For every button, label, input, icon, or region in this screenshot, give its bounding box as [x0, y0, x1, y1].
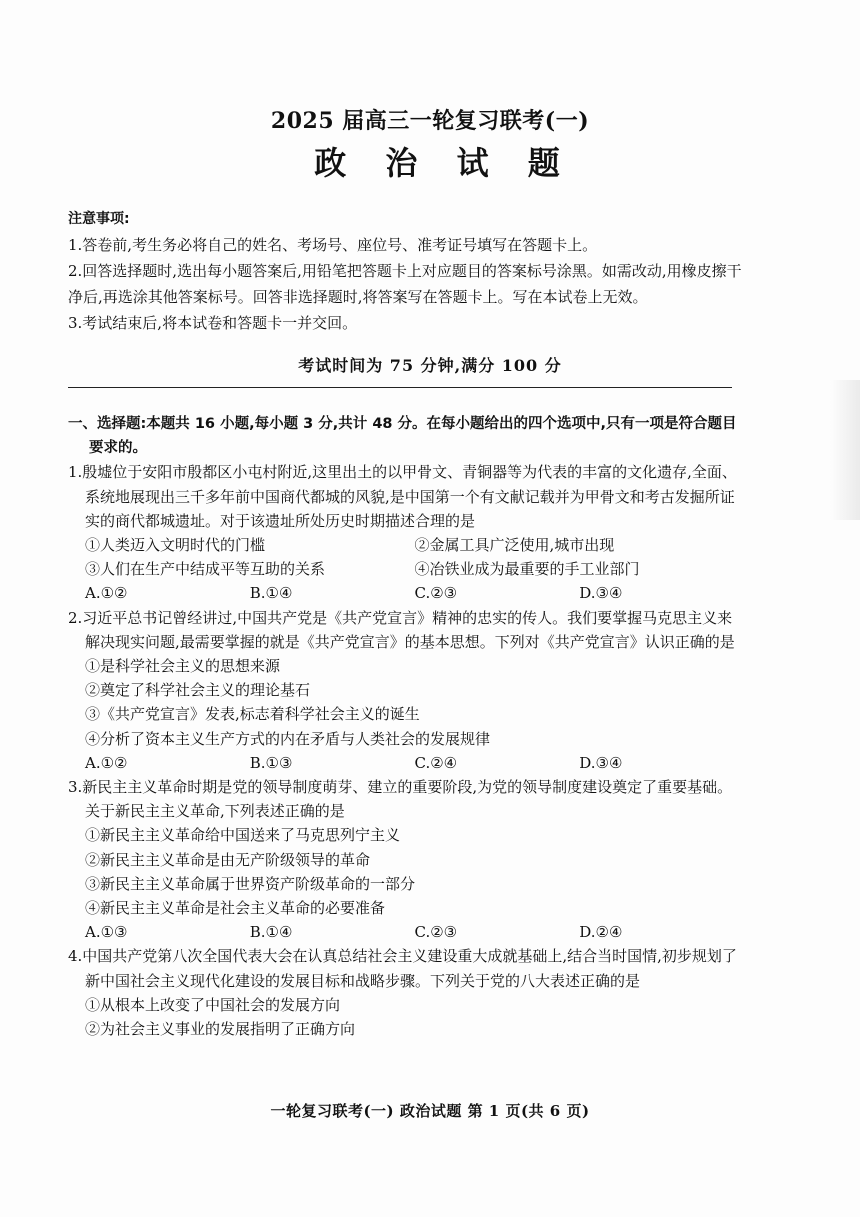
question-stem: 4.中国共产党第八次全国代表大会在认真总结社会主义建设重大成就基础上,结合当时国情,初步规划了新中国社会主义现代化建设的发展目标和战略步骤。下列关于党的八大表述正确的是 — [68, 947, 737, 990]
exam-title: 2025 届高三一轮复习联考(一) — [270, 108, 590, 134]
question-stem: 1.殷墟位于安阳市殷都区小屯村附近,这里出土的以甲骨文、青铜器等为代表的丰富的文化遗存,全面、系统地展现出三千多年前中国商代都城的风貌,是中国第一个有文献记载并为甲骨文和考古发掘所证实的商代都城遗址。对于该遗址所处历史时期描述合理的是 — [68, 463, 737, 530]
option-row — [68, 533, 744, 557]
exam-time-info: 考试时间为 75 分钟,满分 100 分 — [298, 356, 562, 375]
answer-choice-b: B.①③ — [249, 753, 293, 772]
answer-choices — [68, 920, 744, 944]
option-item: ②金属工具广泛使用,城市出现 — [414, 536, 615, 555]
option-item: ②为社会主义事业的发展指明了正确方向 — [85, 1020, 356, 1039]
question-stem: 2.习近平总书记曾经讲过,中国共产党是《共产党宣言》精神的忠实的传人。我们要掌握马克思主义来解决现实问题,最需要掌握的就是《共产党宣言》的基本思想。下列对《共产党宣言》认识正确的是 — [68, 608, 735, 651]
option-item: ④冶铁业成为最重要的手工业部门 — [414, 560, 640, 579]
option-item: ①新民主主义革命给中国送来了马克思列宁主义 — [85, 826, 401, 845]
answer-choice-c: C.②③ — [414, 584, 458, 603]
option-item: ③人们在生产中结成平等互助的关系 — [85, 560, 326, 579]
answer-choice-d: D.②④ — [579, 923, 623, 942]
questions-content — [68, 412, 744, 1041]
notes-item: 3.考试结束后,将本试卷和答题卡一并交回。 — [68, 314, 358, 332]
option-item: ③《共产党宣言》发表,标志着科学社会主义的诞生 — [85, 705, 420, 724]
page-edge-shadow — [830, 380, 860, 520]
option-item: ①从根本上改变了中国社会的发展方向 — [85, 995, 341, 1014]
option-row — [68, 557, 744, 581]
option-item: ①是科学社会主义的思想来源 — [85, 657, 281, 676]
notes-title: 注意事项: — [68, 211, 130, 227]
section-heading: 一、选择题:本题共 16 小题,每小题 3 分,共计 48 分。在每小题给出的四个选项中,只有一项是符合题目要求的。 — [68, 416, 737, 457]
question-4 — [68, 944, 744, 1041]
answer-choices — [68, 581, 744, 605]
question-1 — [68, 460, 744, 605]
option-item: ③新民主主义革命属于世界资产阶级革命的一部分 — [85, 874, 416, 893]
divider — [68, 387, 732, 388]
answer-choice-b: B.①④ — [249, 923, 293, 942]
question-3 — [68, 775, 744, 944]
notes-item: 2.回答选择题时,选出每小题答案后,用铅笔把答题卡上对应题目的答案标号涂黑。如需改动,用橡皮擦干净后,再选涂其他答案标号。回答非选择题时,将答案写在答题卡上。写在本试卷上无效。 — [68, 262, 742, 306]
answer-choices — [68, 751, 744, 775]
question-stem: 3.新民主主义革命时期是党的领导制度萌芽、建立的重要阶段,为党的领导制度建设奠定了重要基础。关于新民主主义革命,下列表述正确的是 — [68, 778, 733, 821]
answer-choice-b: B.①④ — [249, 584, 293, 603]
notes-section — [68, 206, 744, 336]
subject-title: 政 治 试 题 — [314, 144, 574, 182]
answer-choice-c: C.②④ — [414, 753, 458, 772]
question-2 — [68, 606, 744, 775]
answer-choice-a: A.①② — [85, 584, 128, 603]
answer-choice-a: A.①② — [85, 753, 128, 772]
option-item: ④分析了资本主义生产方式的内在矛盾与人类社会的发展规律 — [85, 729, 491, 748]
page-footer: 一轮复习联考(一) 政治试题 第 1 页(共 6 页) — [270, 1102, 590, 1120]
option-item: ②奠定了科学社会主义的理论基石 — [85, 681, 311, 700]
answer-choice-a: A.①③ — [85, 923, 128, 942]
option-item: ②新民主主义革命是由无产阶级领导的革命 — [85, 850, 371, 869]
answer-choice-d: D.③④ — [579, 584, 623, 603]
option-item: ④新民主主义革命是社会主义革命的必要准备 — [85, 899, 386, 918]
answer-choice-c: C.②③ — [414, 923, 458, 942]
option-item: ①人类迈入文明时代的门槛 — [85, 536, 266, 555]
notes-item: 1.答卷前,考生务必将自己的姓名、考场号、座位号、准考证号填写在答题卡上。 — [68, 236, 598, 254]
answer-choice-d: D.③④ — [579, 753, 623, 772]
